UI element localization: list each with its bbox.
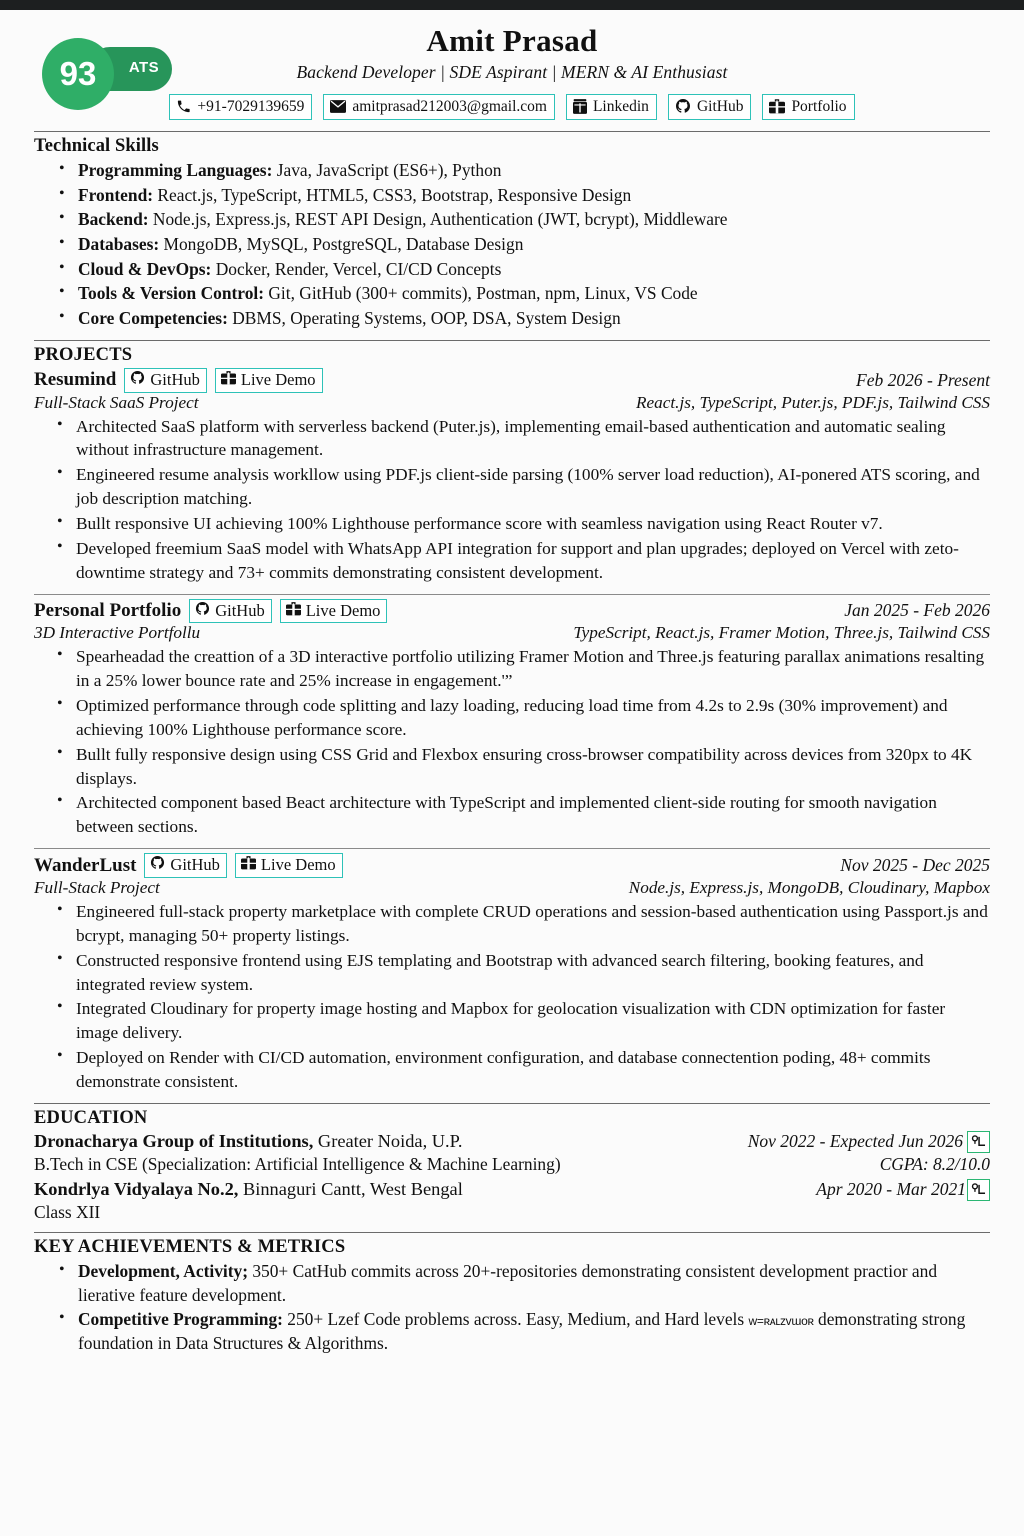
project-github-label: GitHub: [150, 369, 200, 389]
project-demo-link[interactable]: [280, 599, 388, 624]
skill-label: Backend:: [78, 209, 149, 230]
list-item: • Deployed on Render with CI/CD automation, environment configuration, and database connectention poding, 48+ commits demonstrate consistent.: [76, 1046, 990, 1094]
skill-label: Tools & Version Control:: [78, 283, 265, 304]
project-date: Nov 2025 - Dec 2025: [840, 855, 990, 876]
divider-projects: [34, 340, 990, 341]
section-title-achievements: KEY ACHIEVEMENTS & METRICS: [34, 1236, 346, 1257]
portfolio-icon: [241, 855, 256, 875]
education-school: [34, 1131, 462, 1152]
skill-value: Node.js, Express.js, REST API Design, Authentication (JWT, bcrypt), Middleware: [152, 209, 728, 230]
ats-score-value: 93: [42, 38, 114, 110]
project-date: Feb 2026 - Present: [856, 369, 990, 390]
skill-value: Java, JavaScript (ES6+), Python: [276, 160, 502, 180]
project-bullets: [34, 415, 990, 585]
list-item: [78, 184, 990, 208]
resume-page: [0, 10, 1024, 1357]
list-item: • Developed freemium SaaS model with WhatsApp API integration for support and plan upgrades; deployed on Vercel with zeto-downtime strategy and 73+ commits demonstrating consistent development.: [76, 537, 990, 585]
education-date: Apr 2020 - Mar 2021: [816, 1179, 966, 1200]
contact-linkedin-label: Linkedin: [592, 97, 649, 115]
header-tagline: Backend Developer | SDE Aspirant | MERN & AI Enthusiast: [296, 61, 728, 82]
skill-value: Docker, Render, Vercel, CI/CD Concepts: [215, 258, 502, 279]
education-cgpa: CGPA: 8.2/10.0: [879, 1153, 990, 1174]
portfolio-icon: [286, 601, 301, 621]
education-school: [34, 1179, 463, 1200]
education-school-location: Greater Noida, U.P.: [313, 1131, 463, 1152]
achievements-list: [34, 1260, 990, 1356]
skill-value: React.js, TypeScript, HTML5, CSS3, Bootstrap, Responsive Design: [157, 184, 632, 205]
project-github-label: GitHub: [215, 600, 265, 620]
section-title-skills: Technical Skills: [34, 136, 159, 156]
achievement-label: Development, Activity;: [78, 1260, 248, 1281]
contact-email-label: amitprasad212003@gmail.com: [352, 97, 547, 115]
contact-github[interactable]: [668, 94, 752, 120]
project-role: Full-Stack Project: [34, 877, 160, 897]
project-demo-label: Live Demo: [240, 369, 316, 389]
skill-label: Cloud & DevOps:: [78, 258, 212, 279]
list-item: [78, 208, 990, 232]
project-stack: Node.js, Express.js, MongoDB, Cloudinary, Mapbox: [628, 877, 990, 897]
project-name: Resumind: [34, 369, 117, 391]
location-pin-icon: [967, 1179, 990, 1201]
skill-value: MongoDB, MySQL, PostgreSQL, Database Design: [163, 234, 524, 255]
project-stack: TypeScript, React.js, Framer Motion, Three.js, Tailwind CSS: [573, 623, 990, 643]
project-demo-label: Live Demo: [305, 600, 381, 620]
top-dark-bar: [0, 0, 1024, 10]
list-item: • Bullt responsive UI achieving 100% Lighthouse performance score with seamless navigation using React Router v7.: [76, 512, 990, 536]
contact-phone-label: +91-7029139659: [197, 97, 305, 115]
github-icon: [150, 855, 165, 875]
resume-header: [34, 10, 990, 122]
list-item: • Architected SaaS platform with serverless backend (Puter.js), implementing email-based authentication and automatic sealing without infrastructure management.: [76, 415, 990, 463]
project-name: WanderLust: [34, 854, 137, 876]
skill-value: DBMS, Operating Systems, OOP, DSA, System Design: [232, 308, 621, 329]
list-item: [78, 159, 990, 183]
list-item: • Spearheadad the creattion of a 3D interactive portfolio utilizing Framer Motion and Three.js featuring parallax animations resalting in a 25% lower bounce rate and 25% increase in engagement.'”: [76, 645, 990, 693]
email-icon: [330, 100, 346, 113]
project-github-link[interactable]: [124, 368, 207, 393]
list-item: • Architected component based Beact architecture with TypeScript and implemented client-side routing for smooth navigation between sections.: [76, 791, 990, 839]
divider-education: [34, 1103, 990, 1104]
achievement-value: 250+ Lzef Code problems across. Easy, Medium, and Hard levels: [282, 1309, 749, 1330]
education-entry: [34, 1131, 990, 1175]
list-item: [78, 282, 990, 306]
section-title-projects: PROJECTS: [34, 344, 133, 365]
list-item: [78, 233, 990, 257]
skill-value: Git, GitHub (300+ commits), Postman, npm, Linux, VS Code: [268, 283, 698, 304]
divider-project-3: [34, 848, 990, 849]
list-item: • Optimized performance through code splitting and lazy loading, reducing load time from 4.2s to 2.9s (30% improvement) and achieving 100% Lighthouse performance score.: [76, 694, 990, 742]
section-title-education: EDUCATION: [34, 1107, 148, 1128]
project-date: Jan 2025 - Feb 2026: [844, 600, 990, 621]
page-title: Amit Prasad: [426, 23, 598, 58]
project-name: Personal Portfolio: [34, 599, 182, 621]
contact-links: [34, 94, 990, 120]
portfolio-icon: [769, 99, 785, 114]
list-item: [78, 1308, 990, 1355]
list-item: [78, 1260, 990, 1307]
phone-icon: [176, 99, 191, 114]
skill-label: Core Competencies:: [78, 308, 228, 329]
achievement-artifact-text: w=ʀᴀʟzᴠɯоʀ: [748, 1314, 814, 1329]
project-demo-label: Live Demo: [260, 855, 336, 875]
education-entry: [34, 1179, 990, 1223]
achievement-value: 350+ CatHub commits across 20+-repositories demonstrating consistent development practior and lierative feature development.: [78, 1260, 938, 1305]
github-icon: [130, 370, 145, 390]
project-bullets: [34, 900, 990, 1094]
github-icon: [195, 601, 210, 621]
education-date: Nov 2022 - Expected Jun 2026: [747, 1131, 963, 1152]
ats-score-badge: [36, 38, 176, 110]
list-item: [78, 307, 990, 331]
github-icon: [675, 98, 691, 114]
divider-skills: [34, 131, 990, 132]
list-item: • Constructed responsive frontend using EJS templating and Bootstrap with advanced search filtering, booking features, and integrated review system.: [76, 949, 990, 997]
portfolio-icon: [221, 370, 236, 390]
list-item: • Engineered full-stack property marketplace with complete CRUD operations and session-based authentication using Passport.js and bcrypt, managing 50+ property listings.: [76, 900, 990, 948]
skill-label: Frontend:: [78, 184, 154, 205]
skill-label: Programming Languages:: [78, 160, 273, 180]
contact-email[interactable]: [323, 94, 555, 120]
contact-github-label: GitHub: [696, 97, 744, 115]
contact-linkedin[interactable]: [566, 94, 657, 120]
divider-achievements: [34, 1232, 990, 1233]
project-role: Full-Stack SaaS Project: [34, 392, 199, 412]
list-item: • Integrated Cloudinary for property image hosting and Mapbox for geolocation visualization with CDN optimization for faster image delivery.: [76, 997, 990, 1045]
education-school-location: Binnaguri Cantt, West Bengal: [238, 1179, 463, 1200]
project-entry: [34, 368, 990, 585]
divider-project-2: [34, 594, 990, 595]
contact-portfolio[interactable]: [762, 94, 854, 120]
skills-list: [34, 159, 990, 331]
education-school-name: Dronacharya Group of Institutions,: [34, 1131, 314, 1152]
contact-portfolio-label: Portfolio: [791, 97, 847, 115]
project-github-label: GitHub: [170, 855, 220, 875]
project-demo-link[interactable]: [215, 368, 323, 393]
contact-phone[interactable]: [169, 94, 312, 120]
project-bullets: [34, 645, 990, 839]
achievement-label: Competitive Programming:: [78, 1309, 283, 1330]
education-degree: Class XII: [34, 1201, 101, 1222]
project-demo-link[interactable]: [235, 853, 343, 878]
list-item: [78, 258, 990, 282]
achievement-value-continued: demonstrating strong foundation in Data Structures & Algorithms.: [78, 1309, 966, 1353]
project-github-link[interactable]: [144, 853, 227, 878]
linkedin-icon: [573, 99, 587, 114]
ats-label: ATS: [88, 47, 172, 91]
project-role: 3D Interactive Portfollu: [34, 623, 201, 643]
list-item: • Bullt fully responsive design using CSS Grid and Flexbox ensuring cross-browser compatibility across devices from 320px to 4K displays.: [76, 743, 990, 791]
project-github-link[interactable]: [189, 599, 272, 624]
education-school-name: Kondrlya Vidyalaya No.2,: [34, 1179, 239, 1200]
project-entry: [34, 599, 990, 840]
education-degree: B.Tech in CSE (Specialization: Artificial Intelligence & Machine Learning): [34, 1153, 561, 1174]
list-item: • Engineered resume analysis workllow using PDF.js client-side parsing (100% server load reduction), AI-ponered ATS scoring, and job description matching.: [76, 463, 990, 511]
project-entry: [34, 853, 990, 1094]
location-pin-icon: [967, 1131, 990, 1153]
project-stack: React.js, TypeScript, Puter.js, PDF.js, Tailwind CSS: [636, 392, 990, 412]
skill-label: Databases:: [78, 234, 160, 255]
